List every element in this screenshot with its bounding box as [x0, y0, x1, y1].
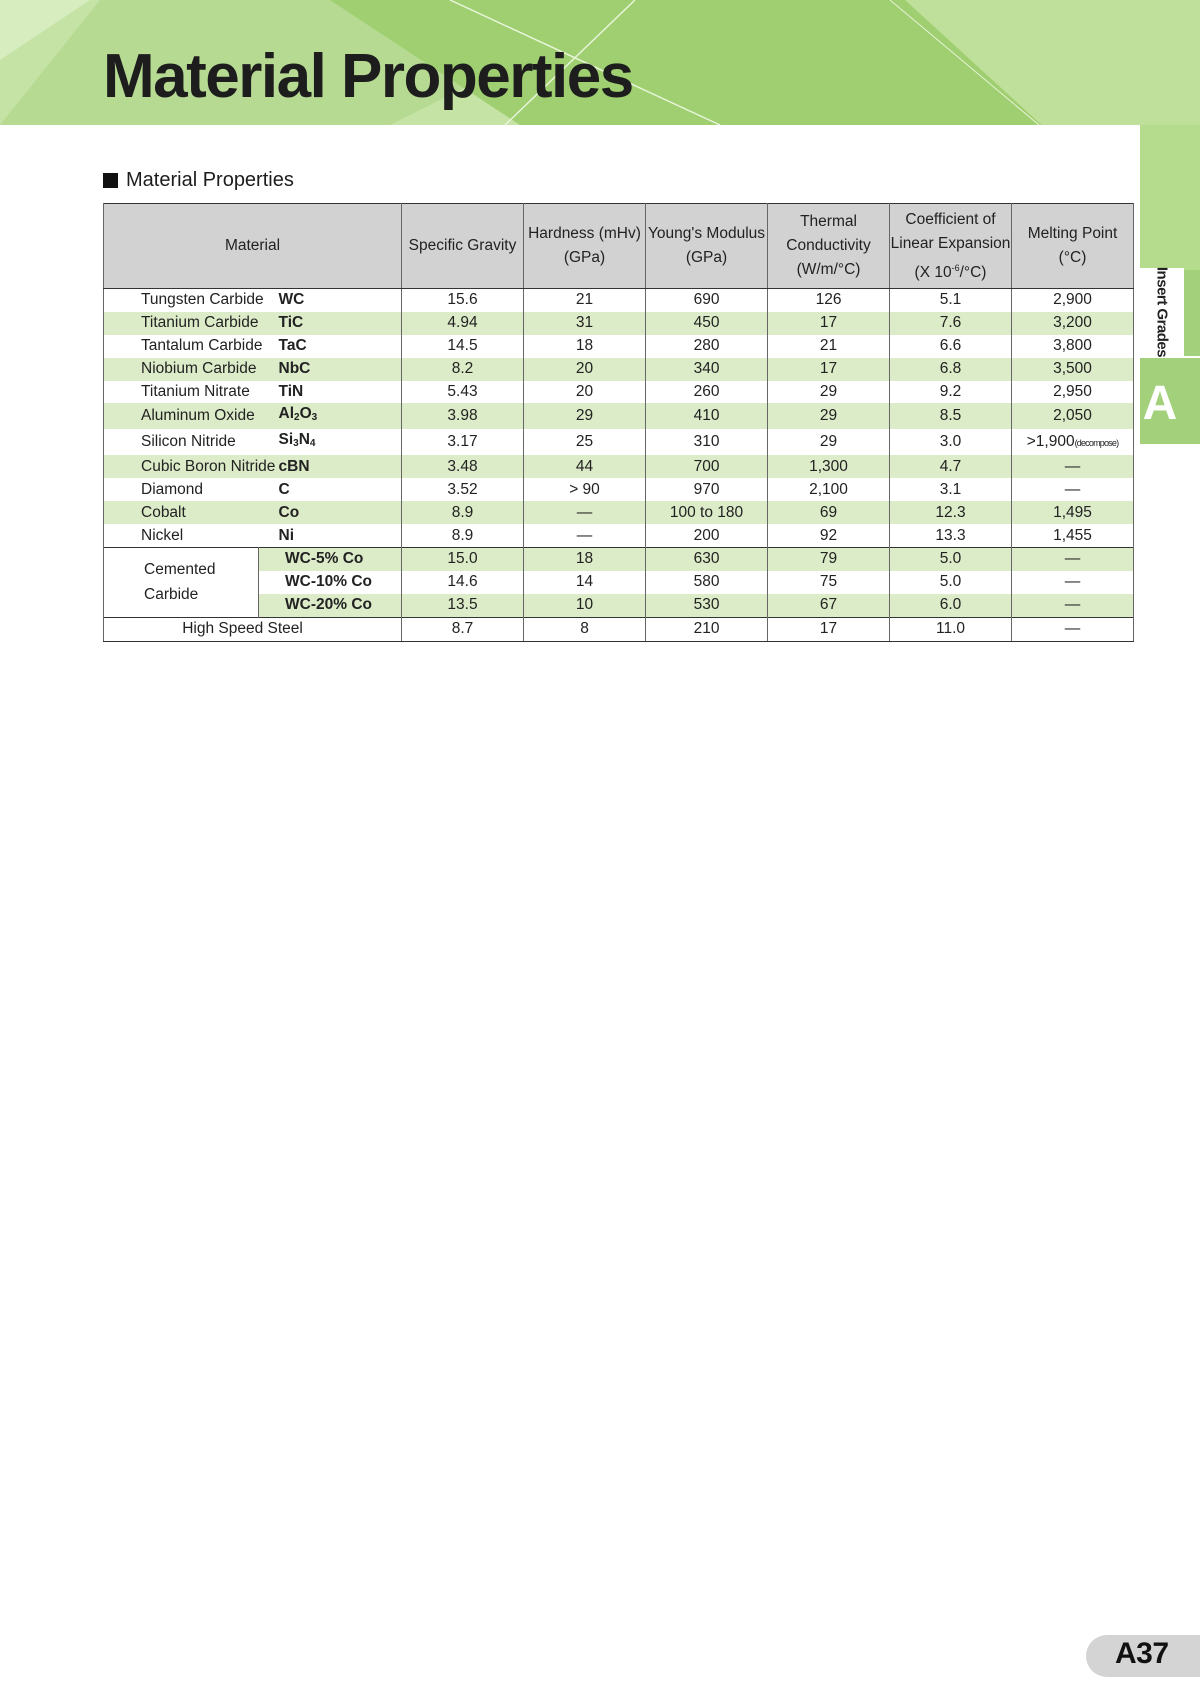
hardness-cell: 21 [524, 289, 646, 312]
hardness-cell: 44 [524, 455, 646, 478]
formula-part: Al [278, 405, 294, 423]
specific-gravity-cell: 8.7 [402, 617, 524, 641]
thermal-conductivity-cell: 92 [768, 524, 890, 547]
hardness-cell: 8 [524, 617, 646, 641]
linear-expansion-cell: 5.1 [890, 289, 1012, 312]
table-row [104, 403, 1134, 429]
table-row [104, 289, 1134, 312]
linear-expansion-cell: 3.1 [890, 478, 1012, 501]
section-heading [103, 170, 294, 190]
table-row [104, 548, 1134, 571]
linear-expansion-cell: 6.8 [890, 358, 1012, 381]
linear-expansion-cell: 9.2 [890, 381, 1012, 404]
linear-expansion-cell: 8.5 [890, 403, 1012, 429]
formula-subscript: 4 [309, 438, 316, 450]
thermal-conductivity-cell: 75 [768, 571, 890, 594]
specific-gravity-cell: 15.0 [402, 548, 524, 571]
youngs-modulus-cell: 280 [646, 335, 768, 358]
header-material: Material [104, 204, 402, 289]
thermal-conductivity-cell: 21 [768, 335, 890, 358]
specific-gravity-cell: 3.48 [402, 455, 524, 478]
hardness-cell: — [524, 524, 646, 547]
youngs-modulus-cell: 340 [646, 358, 768, 381]
thermal-conductivity-cell: 1,300 [768, 455, 890, 478]
melting-point-cell: — [1012, 594, 1134, 617]
thermal-conductivity-cell: 79 [768, 548, 890, 571]
material-name: Tungsten Carbide [104, 289, 259, 312]
specific-gravity-cell: 5.43 [402, 381, 524, 404]
melting-point-note: (decompose) [1074, 437, 1119, 448]
header-thermal-line2: Conductivity [786, 237, 871, 254]
table-row [104, 381, 1134, 404]
material-name: Niobium Carbide [104, 358, 259, 381]
hardness-cell: 18 [524, 548, 646, 571]
specific-gravity-cell: 13.5 [402, 594, 524, 617]
table-row [104, 335, 1134, 358]
hardness-cell: > 90 [524, 478, 646, 501]
formula-part: Si [278, 431, 294, 449]
thermal-conductivity-cell: 17 [768, 617, 890, 641]
youngs-modulus-cell: 530 [646, 594, 768, 617]
header-thermal-line1: Thermal [800, 213, 857, 230]
melting-point-cell: 2,050 [1012, 403, 1134, 429]
youngs-modulus-cell: 630 [646, 548, 768, 571]
specific-gravity-cell: 3.98 [402, 403, 524, 429]
material-name: Nickel [104, 524, 259, 547]
material-name: Cobalt [104, 501, 259, 524]
specific-gravity-cell: 14.6 [402, 571, 524, 594]
header-youngs-line2: (GPa) [685, 249, 728, 266]
melting-point-cell [1012, 429, 1134, 455]
linear-expansion-cell: 4.7 [890, 455, 1012, 478]
hardness-cell: 10 [524, 594, 646, 617]
thermal-conductivity-cell: 29 [768, 381, 890, 404]
thermal-conductivity-cell: 2,100 [768, 478, 890, 501]
material-formula: cBN [259, 455, 402, 478]
header-youngs-modulus [646, 204, 768, 289]
melting-point-value: >1,900 [1026, 432, 1075, 450]
youngs-modulus-cell: 200 [646, 524, 768, 547]
formula-subscript: 3 [293, 438, 299, 450]
header-cte-line1: Coefficient of [905, 210, 996, 228]
material-name: Titanium Carbide [104, 312, 259, 335]
table-row [104, 478, 1134, 501]
melting-point-cell: — [1012, 478, 1134, 501]
youngs-modulus-cell: 700 [646, 455, 768, 478]
table-row [104, 429, 1134, 455]
melting-point-cell: 3,200 [1012, 312, 1134, 335]
cemented-carbide-grade: WC-10% Co [259, 571, 402, 594]
square-bullet-icon [103, 173, 118, 188]
youngs-modulus-cell: 100 to 180 [646, 501, 768, 524]
melting-point-cell: 2,950 [1012, 381, 1134, 404]
header-linear-expansion [890, 204, 1012, 289]
header-hardness-line2: (GPa) [563, 249, 606, 266]
melting-point-cell: 1,455 [1012, 524, 1134, 547]
material-formula [259, 429, 402, 455]
cemented-carbide-grade: WC-5% Co [259, 548, 402, 571]
table-row [104, 617, 1134, 641]
hardness-cell: 20 [524, 381, 646, 404]
melting-point-cell: — [1012, 548, 1134, 571]
table-row [104, 312, 1134, 335]
material-name: High Speed Steel [104, 617, 402, 641]
header-youngs-line1: Young's Modulus [648, 225, 766, 242]
specific-gravity-cell: 3.17 [402, 429, 524, 455]
table-row [104, 358, 1134, 381]
table-row [104, 455, 1134, 478]
section-heading-text: Material Properties [126, 169, 294, 191]
header-melting-point [1012, 204, 1134, 289]
thermal-conductivity-cell: 29 [768, 429, 890, 455]
material-name: Diamond [104, 478, 259, 501]
material-formula: TaC [259, 335, 402, 358]
side-tab-letter-block[interactable] [1140, 358, 1200, 444]
material-name: Titanium Nitrate [104, 381, 259, 404]
hardness-cell: 20 [524, 358, 646, 381]
thermal-conductivity-cell: 126 [768, 289, 890, 312]
formula-subscript: 2 [294, 412, 300, 424]
side-tab-label[interactable]: Insert Grades [1153, 266, 1171, 358]
side-tab-marker [1184, 270, 1200, 356]
melting-point-cell: 3,800 [1012, 335, 1134, 358]
material-formula: TiN [259, 381, 402, 404]
cemented-carbide-label [104, 548, 259, 618]
header-hardness [524, 204, 646, 289]
header-hardness-line1: Hardness (mHv) [528, 225, 641, 242]
melting-point-cell: — [1012, 571, 1134, 594]
formula-part: O [299, 405, 312, 423]
youngs-modulus-cell: 580 [646, 571, 768, 594]
page-title: Material Properties [103, 42, 633, 111]
material-name: Silicon Nitride [104, 429, 259, 455]
hardness-cell: 14 [524, 571, 646, 594]
formula-subscript: 3 [311, 412, 318, 424]
header-cte-line3-suffix: /°C) [959, 263, 987, 281]
linear-expansion-cell: 12.3 [890, 501, 1012, 524]
youngs-modulus-cell: 310 [646, 429, 768, 455]
specific-gravity-cell: 8.2 [402, 358, 524, 381]
material-formula [259, 403, 402, 429]
specific-gravity-cell: 3.52 [402, 478, 524, 501]
youngs-modulus-cell: 690 [646, 289, 768, 312]
youngs-modulus-cell: 970 [646, 478, 768, 501]
table-row [104, 524, 1134, 547]
table-row [104, 594, 1134, 617]
table-row [104, 571, 1134, 594]
melting-point-cell: — [1012, 617, 1134, 641]
material-formula: TiC [259, 312, 402, 335]
side-tab-letter: A [1142, 377, 1178, 430]
hardness-cell: 18 [524, 335, 646, 358]
specific-gravity-cell: 15.6 [402, 289, 524, 312]
hardness-cell: 31 [524, 312, 646, 335]
specific-gravity-cell: 4.94 [402, 312, 524, 335]
linear-expansion-cell: 7.6 [890, 312, 1012, 335]
youngs-modulus-cell: 260 [646, 381, 768, 404]
linear-expansion-cell: 13.3 [890, 524, 1012, 547]
header-cte-line2: Linear Expansion [890, 234, 1011, 252]
linear-expansion-cell: 6.0 [890, 594, 1012, 617]
linear-expansion-cell: 6.6 [890, 335, 1012, 358]
material-formula: Co [259, 501, 402, 524]
linear-expansion-cell: 5.0 [890, 571, 1012, 594]
hardness-cell: 29 [524, 403, 646, 429]
linear-expansion-cell: 11.0 [890, 617, 1012, 641]
header-melting-line2: (°C) [1058, 249, 1087, 266]
youngs-modulus-cell: 450 [646, 312, 768, 335]
table-header-row [104, 204, 1134, 289]
header-thermal-conductivity [768, 204, 890, 289]
material-formula: Ni [259, 524, 402, 547]
cemented-carbide-grade: WC-20% Co [259, 594, 402, 617]
melting-point-cell: 2,900 [1012, 289, 1134, 312]
specific-gravity-cell: 14.5 [402, 335, 524, 358]
material-name: Tantalum Carbide [104, 335, 259, 358]
youngs-modulus-cell: 410 [646, 403, 768, 429]
hardness-cell: 25 [524, 429, 646, 455]
linear-expansion-cell: 3.0 [890, 429, 1012, 455]
material-formula: NbC [259, 358, 402, 381]
cemented-carbide-line1: Cemented [144, 561, 216, 579]
melting-point-cell: 1,495 [1012, 501, 1134, 524]
thermal-conductivity-cell: 17 [768, 312, 890, 335]
specific-gravity-cell: 8.9 [402, 524, 524, 547]
material-name: Cubic Boron Nitride [104, 455, 259, 478]
header-thermal-line3: (W/m/°C) [796, 261, 861, 278]
header-cte-line3-exp: -6 [951, 262, 960, 273]
thermal-conductivity-cell: 69 [768, 501, 890, 524]
table-row [104, 501, 1134, 524]
formula-part: N [298, 431, 310, 449]
page-number: A37 [1115, 1637, 1169, 1670]
specific-gravity-cell: 8.9 [402, 501, 524, 524]
material-formula: C [259, 478, 402, 501]
thermal-conductivity-cell: 17 [768, 358, 890, 381]
material-properties-table [103, 203, 1134, 642]
melting-point-cell: 3,500 [1012, 358, 1134, 381]
material-formula: WC [259, 289, 402, 312]
header-cte-line3-prefix: (X 10 [914, 263, 952, 281]
youngs-modulus-cell: 210 [646, 617, 768, 641]
header-specific-gravity: Specific Gravity [402, 204, 524, 289]
hardness-cell: — [524, 501, 646, 524]
thermal-conductivity-cell: 29 [768, 403, 890, 429]
material-name: Aluminum Oxide [104, 403, 259, 429]
header-melting-line1: Melting Point [1027, 225, 1118, 242]
melting-point-cell: — [1012, 455, 1134, 478]
cemented-carbide-line2: Carbide [144, 586, 199, 604]
thermal-conductivity-cell: 67 [768, 594, 890, 617]
linear-expansion-cell: 5.0 [890, 548, 1012, 571]
